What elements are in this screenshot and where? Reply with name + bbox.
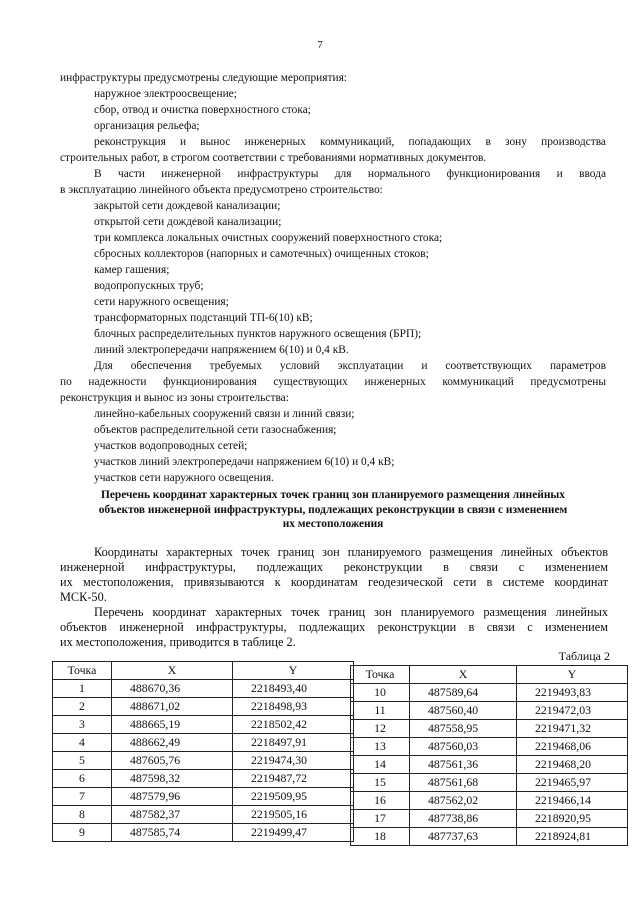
cell-point: 9 xyxy=(53,824,112,842)
table-row xyxy=(53,788,354,806)
list-item: закрытой сети дождевой канализации; xyxy=(94,200,281,212)
coordinates-table-left xyxy=(52,661,354,842)
table-row xyxy=(53,824,354,842)
cell-y: 2219474,30 xyxy=(233,752,354,770)
cell-x: 487585,74 xyxy=(112,824,233,842)
col-header-x: X xyxy=(112,662,233,680)
table-header-row xyxy=(53,662,354,680)
cell-y: 2219493,83 xyxy=(517,684,628,702)
cell-x: 487589,64 xyxy=(410,684,517,702)
list-item: линий электропередачи напряжением 6(10) и 0,4 кВ. xyxy=(94,344,349,356)
coords-para-line: Координаты характерных точек границ зон планируемого размещения линейных объектов xyxy=(94,545,608,559)
cell-x: 488671,02 xyxy=(112,698,233,716)
col-header-x: X xyxy=(410,666,517,684)
cell-x: 487738,86 xyxy=(410,810,517,828)
heading-line: Перечень координат характерных точек границ зон планируемого размещения линейных xyxy=(100,489,566,501)
list-item: линейно-кабельных сооружений связи и линий связи; xyxy=(94,408,355,420)
cell-point: 10 xyxy=(351,684,410,702)
coordinates-table-right xyxy=(350,665,628,846)
heading-line: объектов инженерной инфраструктуры, подлежащих реконструкции в связи с изменением xyxy=(98,503,568,516)
cell-point: 7 xyxy=(53,788,112,806)
cell-point: 1 xyxy=(53,680,112,698)
list-item: наружное электроосвещение; xyxy=(94,88,237,100)
cell-y: 2218502,42 xyxy=(233,716,354,734)
cell-y: 2218924,81 xyxy=(517,828,628,846)
list-item: три комплекса локальных очистных сооружений поверхностного стока; xyxy=(94,232,443,244)
infra-construction-list xyxy=(94,198,442,358)
col-header-y: Y xyxy=(517,666,628,684)
list-para-line: объектов инженерной инфраструктуры, подлежащих реконструкции в связи с изменением xyxy=(60,620,608,634)
table-row xyxy=(351,810,628,828)
cell-x: 487582,37 xyxy=(112,806,233,824)
table-row xyxy=(53,734,354,752)
cell-y: 2219509,95 xyxy=(233,788,354,806)
col-header-point: Точка xyxy=(53,662,112,680)
cell-point: 16 xyxy=(351,792,410,810)
table-row xyxy=(351,720,628,738)
list-item: трансформаторных подстанций ТП-6(10) кВ; xyxy=(94,312,313,324)
list-item: открытой сети дождевой канализации; xyxy=(94,216,282,228)
cell-y: 2219472,03 xyxy=(517,702,628,720)
heading-line: их местоположения xyxy=(282,518,384,530)
intro-line: инфраструктуры предусмотрены следующие мероприятия: xyxy=(60,72,347,84)
list-item: сбросных коллекторов (напорных и самотечных) очищенных стоков; xyxy=(94,248,429,260)
table-row xyxy=(53,752,354,770)
cell-x: 487560,40 xyxy=(410,702,517,720)
intro-measures-list xyxy=(94,86,311,134)
cell-y: 2219468,06 xyxy=(517,738,628,756)
cell-y: 2219471,32 xyxy=(517,720,628,738)
list-item: камер гашения; xyxy=(94,264,170,276)
reconstruction-cont: строительных работ, в строгом соответствии с требованиями нормативных документов. xyxy=(60,152,487,164)
ensure-relocation-list xyxy=(94,406,394,486)
reconstruction-line: реконструкция и вынос инженерных коммуникаций, попадающих в зону производства xyxy=(94,136,606,148)
infra-lead: В части инженерной инфраструктуры для нормального функционирования и ввода xyxy=(94,168,606,180)
cell-x: 487598,32 xyxy=(112,770,233,788)
table-row xyxy=(53,680,354,698)
table-caption: Таблица 2 xyxy=(558,649,610,663)
table-row xyxy=(351,792,628,810)
cell-x: 487579,96 xyxy=(112,788,233,806)
cell-point: 11 xyxy=(351,702,410,720)
section-heading xyxy=(60,488,606,532)
coords-para-line: МСК-50. xyxy=(60,590,107,604)
cell-y: 2219487,72 xyxy=(233,770,354,788)
cell-y: 2219468,20 xyxy=(517,756,628,774)
table-row xyxy=(351,756,628,774)
ensure-line2: по надежности функционирования существующих инженерных коммуникаций предусмотрены xyxy=(60,376,606,388)
cell-point: 12 xyxy=(351,720,410,738)
table-row xyxy=(53,698,354,716)
cell-y: 2219466,14 xyxy=(517,792,628,810)
list-item: участков линий электропередачи напряжением 6(10) и 0,4 кВ; xyxy=(94,456,395,468)
table-row xyxy=(53,806,354,824)
table-row xyxy=(351,702,628,720)
table-row xyxy=(351,738,628,756)
list-para-line: Перечень координат характерных точек границ зон планируемого размещения линейных xyxy=(94,605,608,619)
list-item: сети наружного освещения; xyxy=(94,296,229,308)
col-header-y: Y xyxy=(233,662,354,680)
cell-x: 487737,63 xyxy=(410,828,517,846)
cell-point: 5 xyxy=(53,752,112,770)
col-header-point: Точка xyxy=(351,666,410,684)
cell-point: 2 xyxy=(53,698,112,716)
table-row xyxy=(53,770,354,788)
coords-para-line: инженерной инфраструктуры, подлежащих реконструкции в связи с изменением xyxy=(60,560,608,574)
table-header-row xyxy=(351,666,628,684)
cell-point: 15 xyxy=(351,774,410,792)
cell-y: 2218920,95 xyxy=(517,810,628,828)
list-para-line: их местоположения, приводится в таблице 2. xyxy=(60,635,296,649)
cell-point: 18 xyxy=(351,828,410,846)
ensure-line3: реконструкция и вынос из зоны строительства: xyxy=(60,392,289,404)
table-row xyxy=(351,774,628,792)
cell-x: 488662,49 xyxy=(112,734,233,752)
cell-y: 2219465,97 xyxy=(517,774,628,792)
list-item: водопропускных труб; xyxy=(94,280,204,292)
list-item: объектов распределительной сети газоснабжения; xyxy=(94,424,337,436)
cell-point: 6 xyxy=(53,770,112,788)
cell-y: 2218498,93 xyxy=(233,698,354,716)
cell-point: 13 xyxy=(351,738,410,756)
cell-x: 487605,76 xyxy=(112,752,233,770)
ensure-lead: Для обеспечения требуемых условий эксплуатации и соответствующих параметров xyxy=(94,360,606,372)
cell-x: 487561,36 xyxy=(410,756,517,774)
list-item: сбор, отвод и очистка поверхностного стока; xyxy=(94,104,311,116)
list-item: организация рельефа; xyxy=(94,120,200,132)
cell-x: 487560,03 xyxy=(410,738,517,756)
infra-lead-cont: в эксплуатацию линейного объекта предусмотрено строительство: xyxy=(60,184,383,196)
list-item: участков сети наружного освещения. xyxy=(94,472,274,484)
cell-point: 14 xyxy=(351,756,410,774)
cell-y: 2219505,16 xyxy=(233,806,354,824)
table-row xyxy=(351,828,628,846)
page-number: 7 xyxy=(317,39,323,51)
table-row xyxy=(351,684,628,702)
table-row xyxy=(53,716,354,734)
cell-y: 2219499,47 xyxy=(233,824,354,842)
cell-x: 488670,36 xyxy=(112,680,233,698)
list-item: участков водопроводных сетей; xyxy=(94,440,248,452)
cell-x: 488665,19 xyxy=(112,716,233,734)
coords-para-line: их местоположения, привязываются к координатам геодезической сети в системе координат xyxy=(60,575,608,589)
cell-point: 17 xyxy=(351,810,410,828)
list-item: блочных распределительных пунктов наружного освещения (БРП); xyxy=(94,328,422,340)
cell-point: 3 xyxy=(53,716,112,734)
cell-x: 487558,95 xyxy=(410,720,517,738)
cell-point: 4 xyxy=(53,734,112,752)
cell-x: 487562,02 xyxy=(410,792,517,810)
cell-x: 487561,68 xyxy=(410,774,517,792)
cell-point: 8 xyxy=(53,806,112,824)
cell-y: 2218493,40 xyxy=(233,680,354,698)
cell-y: 2218497,91 xyxy=(233,734,354,752)
